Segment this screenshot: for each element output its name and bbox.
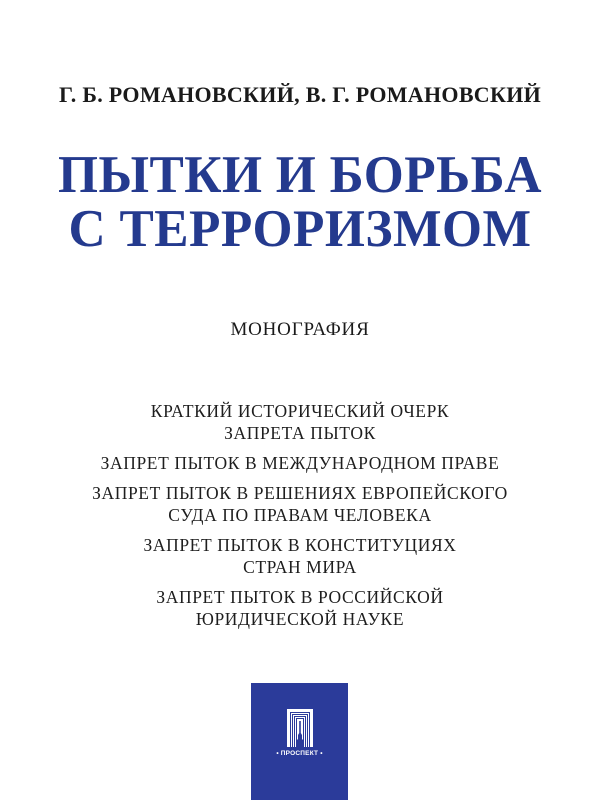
publisher-name: • ПРОСПЕКТ • (276, 750, 323, 757)
publisher-block (251, 683, 348, 800)
prospekt-building-logo-icon (275, 709, 325, 753)
topic-line: ЗАПРЕТА ПЫТОК (224, 423, 376, 443)
title-line-2: С ТЕРРОРИЗМОМ (68, 200, 532, 258)
topic-line: КРАТКИЙ ИСТОРИЧЕСКИЙ ОЧЕРК (150, 401, 450, 421)
topic-item (0, 534, 600, 578)
authors: Г. Б. РОМАНОВСКИЙ, В. Г. РОМАНОВСКИЙ (58, 82, 542, 107)
topic-item (0, 482, 600, 526)
topic-line: ЗАПРЕТ ПЫТОК В РОССИЙСКОЙ (156, 587, 444, 607)
topic-item (0, 586, 600, 630)
topic-line: ЗАПРЕТ ПЫТОК В КОНСТИТУЦИЯХ (143, 535, 457, 555)
topic-line: ЮРИДИЧЕСКОЙ НАУКЕ (195, 609, 405, 629)
book-title (0, 148, 600, 256)
topics-list (0, 400, 600, 638)
topic-line: СТРАН МИРА (243, 557, 357, 577)
topic-line: СУДА ПО ПРАВАМ ЧЕЛОВЕКА (168, 505, 432, 525)
topic-line: ЗАПРЕТ ПЫТОК В РЕШЕНИЯХ ЕВРОПЕЙСКОГО (92, 483, 508, 503)
topic-line: ЗАПРЕТ ПЫТОК В МЕЖДУНАРОДНОМ ПРАВЕ (100, 453, 500, 473)
genre-label: МОНОГРАФИЯ (230, 319, 370, 340)
title-line-1: ПЫТКИ И БОРЬБА (58, 146, 542, 204)
topic-item (0, 452, 600, 474)
topic-item (0, 400, 600, 444)
